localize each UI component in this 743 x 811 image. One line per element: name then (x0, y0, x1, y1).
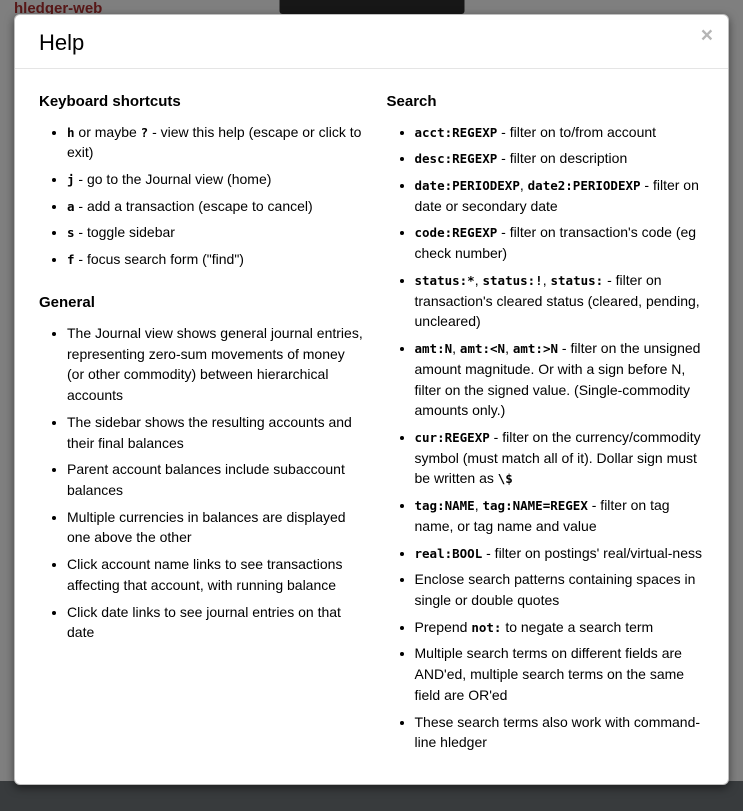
code-term: desc:REGEXP (414, 151, 498, 167)
modal-body (15, 69, 728, 785)
modal-header (15, 15, 728, 69)
code-term: tag:NAME (414, 498, 475, 514)
code-term: acct:REGEXP (414, 124, 498, 140)
list-item: • Click date links to see journal entries on that date (67, 602, 365, 643)
code-term: h (67, 124, 75, 140)
code-term: status: (550, 272, 604, 288)
code-term: status:! (482, 272, 543, 288)
code-term: code:REGEXP (414, 225, 498, 241)
code-term: \$ (497, 471, 513, 487)
code-term: date2:PERIODEXP (527, 178, 641, 194)
list-item: • Multiple search terms on different fields are AND'ed, multiple search terms on the same field are OR'ed (415, 643, 713, 705)
list-item: • These search terms also work with command-line hledger (415, 712, 713, 753)
help-list (387, 122, 713, 753)
modal-title: Help (39, 30, 85, 55)
list-item: • Prepend not: to negate a search term (415, 617, 713, 638)
list-item: • amt:N, amt:<N, amt:>N - filter on the unsigned amount magnitude. Or with a sign before N, filter on the signed value. (Single-commodity amounts only.) (415, 338, 713, 421)
help-list (39, 323, 365, 643)
help-modal (14, 14, 729, 785)
code-term: a (67, 198, 75, 214)
code-term: amt:N (414, 341, 453, 357)
code-term: cur:REGEXP (414, 429, 490, 445)
list-item: • desc:REGEXP - filter on description (415, 148, 713, 169)
code-term: amt:>N (512, 341, 559, 357)
list-item: • Parent account balances include subaccount balances (67, 459, 365, 500)
code-term: ? (140, 124, 149, 140)
list-item: • real:BOOL - filter on postings' real/virtual-ness (415, 543, 713, 564)
code-term: status:* (414, 272, 475, 288)
list-item: • s - toggle sidebar (67, 222, 365, 243)
code-term: not: (471, 619, 502, 635)
list-item: • Enclose search patterns containing spaces in single or double quotes (415, 569, 713, 610)
list-item: • acct:REGEXP - filter on to/from account (415, 122, 713, 143)
code-term: s (67, 225, 75, 241)
section-heading: General (39, 293, 95, 311)
help-column-left (39, 83, 365, 777)
code-term: f (67, 252, 75, 268)
code-term: real:BOOL (414, 545, 483, 561)
help-list (39, 122, 365, 270)
list-item: • Multiple currencies in balances are displayed one above the other (67, 507, 365, 548)
close-icon[interactable]: × (700, 24, 713, 47)
list-item: • The sidebar shows the resulting accounts and their final balances (67, 412, 365, 453)
help-column-right (387, 83, 713, 777)
code-term: amt:<N (459, 341, 506, 357)
list-item: • date:PERIODEXP, date2:PERIODEXP - filter on date or secondary date (415, 175, 713, 216)
list-item: • cur:REGEXP - filter on the currency/commodity symbol (must match all of it). Dollar sign must be written as \$ (415, 427, 713, 489)
section-heading: Keyboard shortcuts (39, 92, 181, 110)
list-item: • code:REGEXP - filter on transaction's code (eg check number) (415, 222, 713, 263)
list-item: • tag:NAME, tag:NAME=REGEX - filter on tag name, or tag name and value (415, 495, 713, 536)
list-item: • a - add a transaction (escape to cancel) (67, 196, 365, 217)
list-item: • j - go to the Journal view (home) (67, 169, 365, 190)
list-item: • h or maybe ? - view this help (escape or click to exit) (67, 122, 365, 163)
list-item: • status:*, status:!, status: - filter on transaction's cleared status (cleared, pending, uncleared) (415, 270, 713, 332)
code-term: date:PERIODEXP (414, 178, 520, 194)
code-term: tag:NAME=REGEX (482, 498, 588, 514)
code-term: j (67, 172, 75, 188)
list-item: • The Journal view shows general journal entries, representing zero-sum movements of money (or other commodity) between hierarchical accounts (67, 323, 365, 406)
list-item: • f - focus search form ("find") (67, 249, 365, 270)
section-heading: Search (386, 92, 437, 110)
list-item: • Click account name links to see transactions affecting that account, with running balance (67, 554, 365, 595)
